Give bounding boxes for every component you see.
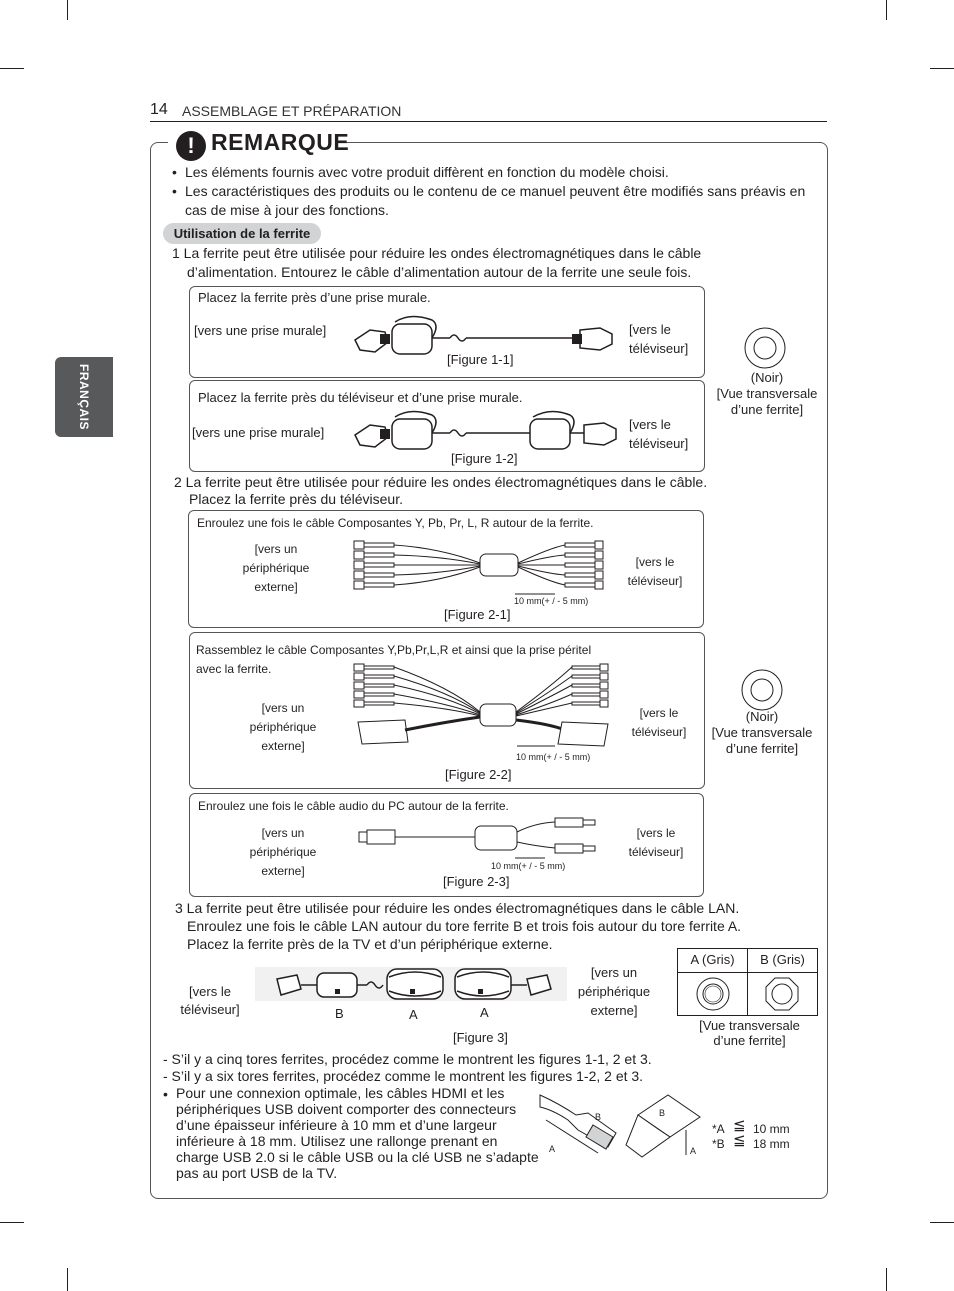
less-equal-icon: ≦ — [733, 1132, 746, 1149]
cross-section-label: (Noir) — [750, 370, 784, 385]
bullet-icon: • — [163, 1086, 168, 1102]
figure-number: [Figure 1-2] — [451, 451, 518, 466]
figure-label-right: [vers le — [629, 417, 671, 432]
figure-number: [Figure 1-1] — [447, 352, 514, 367]
table-caption: [Vue transversale — [699, 1018, 800, 1033]
figure-caption: Enroulez une fois le câble Composantes Y, Pb, Pr, L, R autour de la ferrite. — [197, 516, 594, 530]
step1-line: 1 La ferrite peut être utilisée pour réduire les ondes électromagnétiques dans le câble — [172, 245, 702, 261]
table-header-a: A (Gris) — [690, 952, 735, 967]
step1-line: d’alimentation. Entourez le câble d’alimentation autour de la ferrite une seule fois. — [187, 264, 692, 280]
figure-label-right: périphérique — [577, 984, 651, 999]
figure-label-right: [vers le — [635, 555, 675, 569]
hdmi-dimension-a: A — [549, 1144, 556, 1154]
step3-line: Placez la ferrite près de la TV et d’un périphérique externe. — [187, 936, 553, 952]
hdmi-note-line: charge USB 2.0 si le câble USB ou la clé USB ne s’adapte — [176, 1149, 539, 1165]
dimension-b-value: 18 mm — [753, 1137, 790, 1151]
bullet-icon: • — [172, 183, 177, 199]
figure-label-left: [vers une prise murale] — [194, 323, 327, 338]
figure-label-left: externe] — [261, 864, 305, 878]
figure-label-left: [vers un — [261, 826, 305, 840]
step3-line: Enroulez une fois le câble LAN autour du tore ferrite B et trois fois autour du tore ferrite A. — [187, 918, 742, 934]
crop-mark — [930, 1222, 954, 1223]
dash-note: - S’il y a cinq tores ferrites, procédez comme le montrent les figures 1-1, 2 et 3. — [163, 1051, 652, 1067]
usb-dimension-a: A — [690, 1146, 697, 1156]
ferrite-type-table — [677, 948, 818, 1016]
figure-label-right: téléviseur] — [631, 725, 687, 739]
figure-number: [Figure 2-3] — [443, 874, 510, 889]
cross-section-label: d’une ferrite] — [725, 741, 799, 756]
figure-number: [Figure 3] — [453, 1030, 508, 1045]
figure-label-right: téléviseur] — [629, 341, 689, 356]
dimension-label: 10 mm(+ / - 5 mm) — [516, 752, 591, 762]
exclamation-icon: ! — [176, 131, 206, 161]
component-scart-cable-illustration — [350, 662, 615, 752]
figure-label-left: [vers une prise murale] — [192, 425, 325, 440]
figure-number: [Figure 2-2] — [445, 767, 512, 782]
dimension-a-label: *A — [712, 1122, 725, 1136]
section-title: ASSEMBLAGE ET PRÉPARATION — [182, 103, 402, 119]
crop-mark — [67, 1268, 68, 1291]
table-header-b: B (Gris) — [760, 952, 805, 967]
figure-label-right: [vers le — [639, 706, 679, 720]
black-ferrite-cross-section-icon — [741, 669, 783, 711]
note-title: REMARQUE — [211, 129, 350, 155]
figure-label-right: [vers le — [636, 826, 676, 840]
figure-label-left: externe] — [261, 739, 305, 753]
pc-audio-cable-illustration — [355, 818, 610, 863]
power-cable-illustration — [350, 310, 620, 360]
cross-section-label: [Vue transversale — [711, 725, 813, 740]
hdmi-usb-connector-illustration — [538, 1085, 708, 1165]
crop-mark — [886, 1268, 887, 1291]
step2-line: Placez la ferrite près du téléviseur. — [189, 491, 403, 507]
figure-caption: Placez la ferrite près du téléviseur et d’une prise murale. — [198, 390, 523, 405]
figure-label-left: externe] — [254, 580, 298, 594]
ferrite-b-label: B — [335, 1006, 344, 1021]
cross-section-label: (Noir) — [745, 709, 779, 724]
figure-label-right: [vers le — [629, 322, 671, 337]
black-ferrite-cross-section-icon — [744, 327, 786, 369]
hdmi-dimension-b: B — [595, 1112, 602, 1122]
language-tab: FRANÇAIS — [55, 357, 113, 437]
figure-caption: avec la ferrite. — [196, 662, 272, 676]
figure-caption: Enroulez une fois le câble audio du PC autour de la ferrite. — [198, 799, 509, 813]
crop-mark — [0, 1222, 24, 1223]
figure-label-left: [vers un — [254, 542, 298, 556]
figure-label-right: téléviseur] — [627, 574, 683, 588]
note-bullet-continuation: cas de mise à jour des fonctions. — [185, 202, 389, 218]
cross-section-label: d’une ferrite] — [730, 402, 804, 417]
figure-label-right: externe] — [590, 1003, 638, 1018]
hdmi-note-line: inférieure à 18 mm. Utilisez une rallonge prenant en — [176, 1133, 498, 1149]
power-cable-two-ferrites-illustration — [350, 405, 625, 455]
step3-line: 3 La ferrite peut être utilisée pour réduire les ondes électromagnétiques dans le câble LAN. — [175, 900, 740, 916]
figure-label-right: téléviseur] — [629, 436, 689, 451]
crop-mark — [886, 0, 887, 20]
dimension-label: 10 mm(+ / - 5 mm) — [491, 861, 566, 871]
dimension-label: 10 mm(+ / - 5 mm) — [514, 596, 589, 606]
figure-caption: Rassemblez le câble Composantes Y,Pb,Pr,L,R et ainsi que la prise péritel — [196, 643, 592, 657]
gray-ferrite-a-cross-section-icon — [696, 977, 730, 1011]
figure-label-left: périphérique — [242, 561, 310, 575]
header-rule — [150, 121, 827, 122]
gray-ferrite-b-cross-section-icon — [765, 977, 799, 1011]
note-bullet: Les éléments fournis avec votre produit diffèrent en fonction du modèle choisi. — [185, 164, 669, 180]
ferrite-a-label: A — [480, 1005, 489, 1020]
figure-label-left: [vers un — [261, 701, 305, 715]
hdmi-note-line: pas au port USB de la TV. — [176, 1165, 338, 1181]
figure-label-right: téléviseur] — [628, 845, 684, 859]
figure-label-left: [vers le — [189, 984, 231, 999]
lan-cable-illustration — [255, 965, 567, 1005]
usb-dimension-b: B — [659, 1108, 666, 1118]
dash-note: - S’il y a six tores ferrites, procédez comme le montrent les figures 1-2, 2 et 3. — [163, 1068, 644, 1084]
figure-caption: Placez la ferrite près d’une prise murale. — [198, 290, 431, 305]
less-equal-icon: ≦ — [733, 1117, 746, 1134]
crop-mark — [67, 0, 68, 20]
ferrite-a-label: A — [409, 1007, 418, 1022]
hdmi-note-line: Pour une connexion optimale, les câbles HDMI et les — [176, 1085, 505, 1101]
figure-number: [Figure 2-1] — [444, 607, 511, 622]
table-caption: d’une ferrite] — [713, 1033, 786, 1048]
crop-mark — [930, 68, 954, 69]
step2-line: 2 La ferrite peut être utilisée pour réduire les ondes électromagnétiques dans le câble. — [174, 474, 708, 490]
figure-label-left: périphérique — [249, 720, 317, 734]
hdmi-note-line: d’une épaisseur inférieure à 10 mm et d’une largeur — [176, 1117, 497, 1133]
crop-mark — [0, 68, 24, 69]
note-bullet: Les caractéristiques des produits ou le contenu de ce manuel peuvent être modifiés sans préavis en — [185, 183, 806, 199]
dimension-a-value: 10 mm — [753, 1122, 790, 1136]
page-number: 14 — [150, 101, 168, 118]
ferrite-heading: Utilisation de la ferrite — [163, 223, 321, 244]
hdmi-note-line: périphériques USB doivent comporter des connecteurs — [176, 1101, 517, 1117]
figure-label-right: [vers un — [590, 965, 638, 980]
component-cable-illustration — [350, 538, 610, 596]
dimension-b-label: *B — [712, 1137, 725, 1151]
bullet-icon: • — [172, 164, 177, 180]
cross-section-label: [Vue transversale — [716, 386, 818, 401]
figure-label-left: périphérique — [249, 845, 317, 859]
figure-label-left: téléviseur] — [180, 1002, 240, 1017]
